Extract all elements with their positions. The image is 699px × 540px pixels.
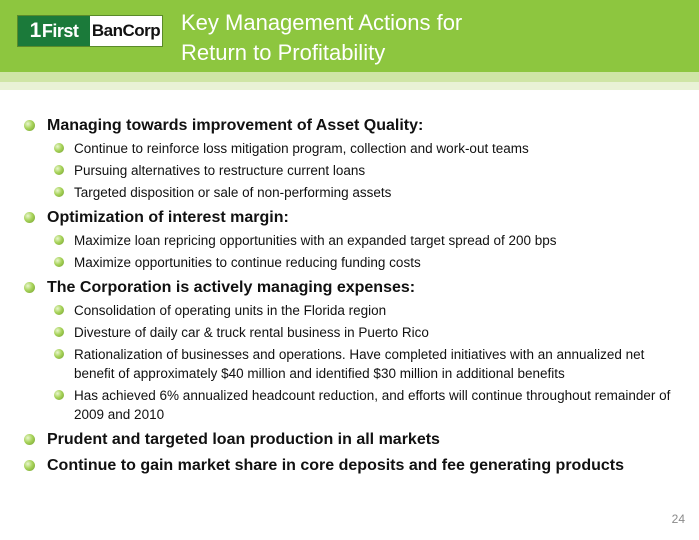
sub-bullet: Divesture of daily car & truck rental business in Puerto Rico	[74, 323, 684, 342]
bullet-dot-icon	[54, 349, 64, 359]
bullet-dot-icon	[24, 460, 35, 471]
bullet-dot-icon	[54, 187, 64, 197]
bullet-dot-icon	[54, 235, 64, 245]
logo-first: First	[41, 20, 79, 41]
bullet-dot-icon	[54, 165, 64, 175]
sub-bullet: Pursuing alternatives to restructure current loans	[74, 161, 684, 180]
sub-bullet: Maximize opportunities to continue reducing funding costs	[74, 253, 684, 272]
bullet-dot-icon	[24, 212, 35, 223]
bullet-heading: Prudent and targeted loan production in all markets	[24, 429, 684, 450]
bullet-dot-icon	[54, 390, 64, 400]
bullet-dot-icon	[24, 434, 35, 445]
bullet-dot-icon	[54, 257, 64, 267]
logo-first-block	[18, 16, 90, 46]
bullet-dot-icon	[24, 120, 35, 131]
firstbancorp-logo	[17, 15, 163, 47]
bullet-dot-icon	[54, 143, 64, 153]
slide-title-line1: Key Management Actions for	[181, 10, 463, 35]
sub-bullet: Consolidation of operating units in the Florida region	[74, 301, 684, 320]
header-stripe	[0, 72, 699, 82]
sub-bullet: Rationalization of businesses and operations. Have completed initiatives with an annualized net benefit of approximately $40 million and identified $30 million in additional benefits	[74, 345, 684, 383]
header-bar	[0, 0, 699, 72]
logo-one: 1	[29, 19, 41, 42]
bullet-dot-icon	[24, 282, 35, 293]
bullet-heading: Continue to gain market share in core deposits and fee generating products	[24, 455, 684, 476]
sub-bullet: Has achieved 6% annualized headcount reduction, and efforts will continue throughout remainder of 2009 and 2010	[74, 386, 684, 424]
sub-bullet: Continue to reinforce loss mitigation program, collection and work-out teams	[74, 139, 684, 158]
sub-bullet: Targeted disposition or sale of non-performing assets	[74, 183, 684, 202]
slide-title-line2: Return to Profitability	[181, 40, 386, 65]
bullet-dot-icon	[54, 327, 64, 337]
slide-title	[181, 8, 462, 68]
logo-bancorp: BanCorp	[91, 21, 161, 40]
bullet-heading: The Corporation is actively managing expenses:	[24, 277, 684, 298]
bullet-heading: Optimization of interest margin:	[24, 207, 684, 228]
bullet-heading: Managing towards improvement of Asset Quality:	[24, 115, 684, 136]
header-stripe-light	[0, 82, 699, 90]
bullet-dot-icon	[54, 305, 64, 315]
page-number: 24	[671, 512, 685, 526]
bullet-list	[24, 115, 684, 476]
sub-bullet: Maximize loan repricing opportunities with an expanded target spread of 200 bps	[74, 231, 684, 250]
